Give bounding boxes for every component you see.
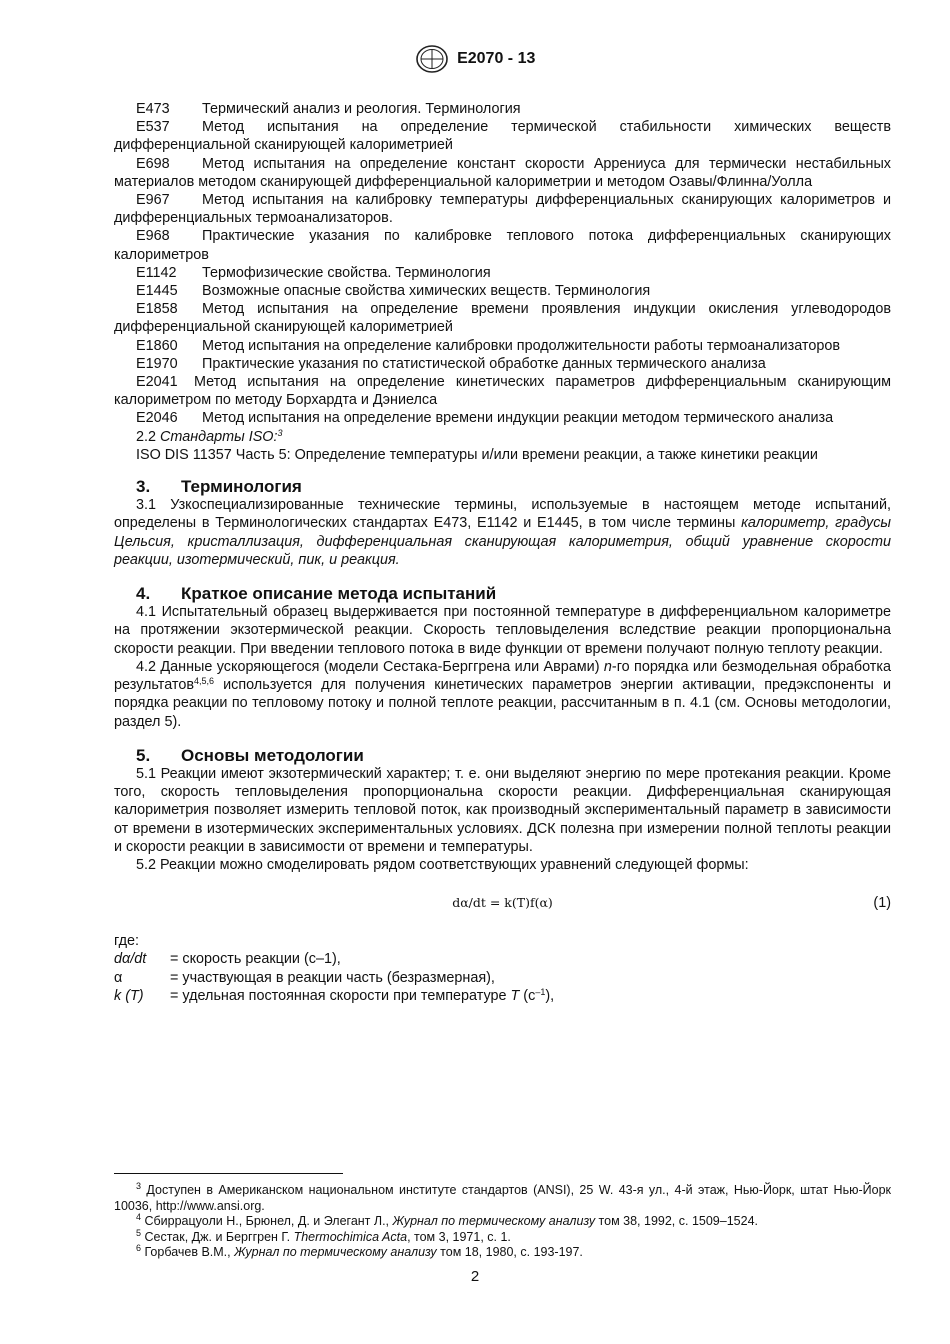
subsection-2-2-heading: 2.2 Стандарты ISO:$^3$ (136, 427, 283, 445)
reference-item: E1142 Термофизические свойства. Терминология (136, 264, 491, 281)
reference-item: E1858 Метод испытания на определение времени проявления индукции окисления углеводородов дифференциальной сканирующей калориметрией (114, 301, 891, 336)
definition-text: = скорость реакции (с–1), (170, 951, 341, 968)
reference-item: E1970 Практические указания по статистической обработке данных термического анализа (136, 355, 766, 372)
footnote-4: $^4$ Сбиррацуоли Н., Брюнел, Д. и Элегант Л., Журнал по термическому анализу том 38, 1992, с. 1509–1524. (136, 1212, 758, 1229)
page-header (0, 44, 950, 74)
footnote-divider (114, 1173, 343, 1174)
definition-symbol: α (114, 969, 123, 986)
reference-list (114, 100, 891, 428)
reference-item: E473 Термический анализ и реология. Терминология (136, 101, 521, 117)
iso-reference: ISO DIS 11357 Часть 5: Определение температуры и/или времени реакции, а также кинетики реакции (136, 446, 818, 463)
section-4-1-paragraph: 4.1 Испытательный образец выдерживается при постоянной температуре в дифференциальном калориметре на протяжении экзотермической реакции. Скорость тепловыделения вследствие реакции пропорциональна скорости реакции. При введении теплового потока в виде функции от времени получают полную теплоту реакции. (114, 604, 891, 657)
variable-definitions (114, 950, 891, 1005)
definition-symbol: k (T) (114, 987, 144, 1004)
section-3-heading: 3. Терминология (136, 477, 302, 497)
section-5-2-paragraph: 5.2 Реакции можно смоделировать рядом соответствующих уравнений следующей формы: (136, 856, 749, 873)
page-number: 2 (470, 1268, 480, 1285)
definition-text: = удельная постоянная скорости при температуре T $(с^{-1})$, (170, 986, 555, 1004)
astm-logo-icon (415, 44, 449, 74)
reference-item: E968 Практические указания по калибровке теплового потока дифференциальных сканирующих калориметров (114, 228, 891, 263)
definition-text: = участвующая в реакции часть (безразмерная), (170, 969, 495, 986)
reference-item: E2046 Метод испытания на определение времени индукции реакции методом термического анализа (136, 410, 834, 427)
where-label: где: (114, 933, 140, 950)
standard-designation: E2070 - 13 (457, 50, 536, 67)
equation-formula: dα/dt = k(T)f(α) (452, 895, 553, 911)
reference-item: E537 Метод испытания на определение термической стабильности химических веществ дифференциальной сканирующей калориметрией (114, 119, 891, 154)
footnote-6: $^6$ Горбачев В.М., Журнал по термическому анализу том 18, 1980, с. 193-197. (136, 1243, 583, 1260)
section-5-heading: 5. Основы методологии (136, 745, 364, 765)
footnote-5: $^5$ Сестак, Дж. и Берггрен Г. Thermochimica Acta, том 3, 1971, с. 1. (136, 1227, 511, 1244)
footnote-3: $^3$ Доступен в Американском национальном институте стандартов (ANSI), 25 W. 43-я ул., 4-й этаж, Нью-Йорк, штат Нью-Йорк 10036, http://www.ansi.org. (114, 1181, 891, 1213)
equation-1 (114, 890, 891, 918)
footnotes (114, 1173, 891, 1261)
section-4-heading: 4. Краткое описание метода испытаний (136, 584, 497, 604)
section-4-2-paragraph: 4.2 Данные ускоряющегося (модели Сестака-Берггрена или Аврами) n-го порядка или безмодельная обработка результатов$^{4,5,6}$ используется для получения кинетических параметров энергии активации, предэкспоненты и порядка реакции по тепловому потоку и полной теплоте реакции, рассчитанным в п. 4.1 (см. Основы методологии, раздел 5). (114, 658, 891, 730)
reference-item: E2041 Метод испытания на определение кинетических параметров дифференциальным сканирующим калориметром по методу Борхардта и Дэниелса (114, 374, 891, 409)
reference-item: E1860 Метод испытания на определение калибровки продолжительности работы термоанализаторов (136, 337, 840, 354)
section-3-paragraph: 3.1 Узкоспециализированные технические термины, используемые в настоящем методе испытаний, определены в Терминологических стандартах E473, E1142 и E1445, в том числе термины калориметр, градусы Цельсия, кристаллизация, дифференциальная сканирующая калориметрия, общий уравнение скорости реакции, изотермический, пик, и реакция. (114, 497, 892, 568)
reference-item: E1445 Возможные опасные свойства химических веществ. Терминология (136, 283, 651, 300)
reference-item: E967 Метод испытания на калибровку температуры дифференциальных сканирующих калориметров и дифференциальных термоанализаторов. (114, 192, 891, 227)
document-body (114, 100, 891, 1005)
definition-symbol: dα/dt (114, 951, 147, 968)
reference-item: E698 Метод испытания на определение констант скорости Аррениуса для термически нестабильных материалов методом сканирующей дифференциальной калориметрии и методом Озавы/Флинна/Уолла (114, 155, 891, 190)
equation-number: (1) (873, 895, 891, 912)
section-5-1-paragraph: 5.1 Реакции имеют экзотермический характер; т. е. они выделяют энергию по мере протекания реакции. Кроме того, скорость тепловыделения пропорциональна скорости реакции. Дифференциальная сканирующая калориметрия позволяет измерить тепловой поток, как производный экспериментальный параметр в зависимости от времени в изотермических экспериментальных условиях. ДСК полезна при измерении полной теплоты реакции и скорости реакции в зависимости от времени и температуры. (114, 765, 891, 855)
